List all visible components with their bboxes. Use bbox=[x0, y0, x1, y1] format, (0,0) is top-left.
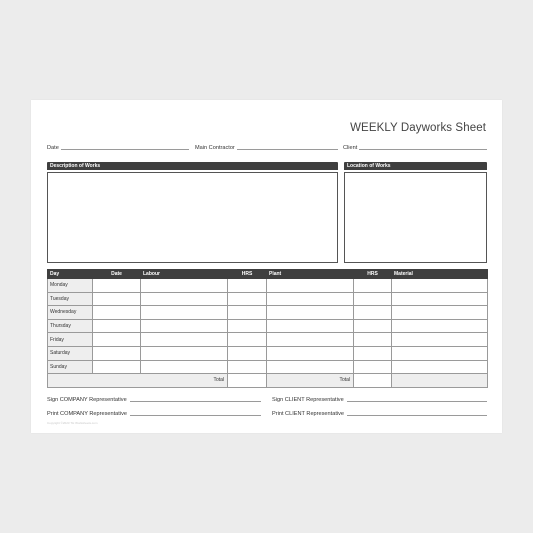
client-field[interactable] bbox=[343, 145, 487, 151]
print-company-field[interactable] bbox=[47, 411, 261, 417]
print-company-label: Print COMPANY Representative bbox=[47, 411, 127, 417]
print-client-label: Print CLIENT Representative bbox=[272, 411, 345, 417]
material-cell[interactable] bbox=[392, 306, 488, 320]
material-cell[interactable] bbox=[392, 319, 488, 333]
date-line bbox=[61, 149, 189, 150]
labour-hrs-cell[interactable] bbox=[228, 346, 267, 360]
labour-hrs-cell[interactable] bbox=[228, 333, 267, 347]
labour-cell[interactable] bbox=[141, 279, 228, 293]
date-cell[interactable] bbox=[93, 292, 141, 306]
table-row bbox=[48, 292, 488, 306]
labour-cell[interactable] bbox=[141, 292, 228, 306]
plant-cell[interactable] bbox=[267, 292, 354, 306]
plant-total-label: Total bbox=[267, 374, 354, 388]
plant-hrs-cell[interactable] bbox=[354, 333, 392, 347]
copyright-text: Copyright ©2023 TH Worksheets.com bbox=[47, 421, 98, 425]
client-label: Client bbox=[343, 145, 358, 151]
sign-client-label: Sign CLIENT Representative bbox=[272, 397, 344, 403]
plant-hrs-cell[interactable] bbox=[354, 346, 392, 360]
header-day: Day bbox=[48, 270, 93, 279]
total-row bbox=[48, 374, 488, 388]
labour-total-label: Total bbox=[48, 374, 228, 388]
plant-cell[interactable] bbox=[267, 306, 354, 320]
labour-cell[interactable] bbox=[141, 333, 228, 347]
day-cell: Wednesday bbox=[48, 306, 93, 320]
labour-total-cell[interactable] bbox=[228, 374, 267, 388]
table-row bbox=[48, 279, 488, 293]
date-cell[interactable] bbox=[93, 306, 141, 320]
plant-hrs-cell[interactable] bbox=[354, 306, 392, 320]
location-header: Location of Works bbox=[344, 162, 487, 170]
header-labour-hrs: HRS bbox=[228, 270, 267, 279]
plant-hrs-cell[interactable] bbox=[354, 279, 392, 293]
labour-hrs-cell[interactable] bbox=[228, 279, 267, 293]
location-box[interactable] bbox=[344, 172, 487, 263]
table-header-row bbox=[48, 270, 488, 279]
header-date: Date bbox=[93, 270, 141, 279]
header-labour: Labour bbox=[141, 270, 228, 279]
header-plant-hrs: HRS bbox=[354, 270, 392, 279]
plant-cell[interactable] bbox=[267, 360, 354, 374]
sign-company-field[interactable] bbox=[47, 397, 261, 403]
labour-cell[interactable] bbox=[141, 346, 228, 360]
main-contractor-field[interactable] bbox=[195, 145, 338, 151]
day-cell: Monday bbox=[48, 279, 93, 293]
plant-cell[interactable] bbox=[267, 279, 354, 293]
sheet-title: WEEKLY Dayworks Sheet bbox=[350, 122, 486, 134]
date-label: Date bbox=[47, 145, 59, 151]
plant-hrs-cell[interactable] bbox=[354, 292, 392, 306]
plant-total-cell[interactable] bbox=[354, 374, 392, 388]
day-cell: Saturday bbox=[48, 346, 93, 360]
description-box[interactable] bbox=[47, 172, 338, 263]
labour-cell[interactable] bbox=[141, 360, 228, 374]
table-row bbox=[48, 306, 488, 320]
plant-cell[interactable] bbox=[267, 319, 354, 333]
plant-cell[interactable] bbox=[267, 346, 354, 360]
sign-company-line bbox=[130, 401, 261, 402]
material-cell[interactable] bbox=[392, 279, 488, 293]
day-cell: Sunday bbox=[48, 360, 93, 374]
dayworks-sheet bbox=[31, 100, 502, 433]
date-cell[interactable] bbox=[93, 360, 141, 374]
day-cell: Friday bbox=[48, 333, 93, 347]
print-company-line bbox=[130, 415, 261, 416]
main-contractor-label: Main Contractor bbox=[195, 145, 235, 151]
labour-cell[interactable] bbox=[141, 319, 228, 333]
material-cell[interactable] bbox=[392, 346, 488, 360]
client-line bbox=[359, 149, 487, 150]
date-cell[interactable] bbox=[93, 346, 141, 360]
description-header: Description of Works bbox=[47, 162, 338, 170]
material-cell[interactable] bbox=[392, 360, 488, 374]
plant-hrs-cell[interactable] bbox=[354, 319, 392, 333]
sign-client-field[interactable] bbox=[272, 397, 487, 403]
day-cell: Tuesday bbox=[48, 292, 93, 306]
plant-cell[interactable] bbox=[267, 333, 354, 347]
main-contractor-line bbox=[237, 149, 338, 150]
table-row bbox=[48, 319, 488, 333]
header-plant: Plant bbox=[267, 270, 354, 279]
labour-hrs-cell[interactable] bbox=[228, 319, 267, 333]
labour-hrs-cell[interactable] bbox=[228, 360, 267, 374]
material-total-cell bbox=[392, 374, 488, 388]
dayworks-table bbox=[47, 269, 488, 388]
date-cell[interactable] bbox=[93, 319, 141, 333]
labour-hrs-cell[interactable] bbox=[228, 292, 267, 306]
material-cell[interactable] bbox=[392, 333, 488, 347]
labour-hrs-cell[interactable] bbox=[228, 306, 267, 320]
print-client-field[interactable] bbox=[272, 411, 487, 417]
labour-cell[interactable] bbox=[141, 306, 228, 320]
print-client-line bbox=[347, 415, 487, 416]
day-cell: Thursday bbox=[48, 319, 93, 333]
date-cell[interactable] bbox=[93, 333, 141, 347]
date-cell[interactable] bbox=[93, 279, 141, 293]
sign-company-label: Sign COMPANY Representative bbox=[47, 397, 127, 403]
date-field[interactable] bbox=[47, 145, 189, 151]
sign-client-line bbox=[347, 401, 487, 402]
table-row bbox=[48, 360, 488, 374]
header-material: Material bbox=[392, 270, 488, 279]
table-row bbox=[48, 346, 488, 360]
table-row bbox=[48, 333, 488, 347]
material-cell[interactable] bbox=[392, 292, 488, 306]
plant-hrs-cell[interactable] bbox=[354, 360, 392, 374]
